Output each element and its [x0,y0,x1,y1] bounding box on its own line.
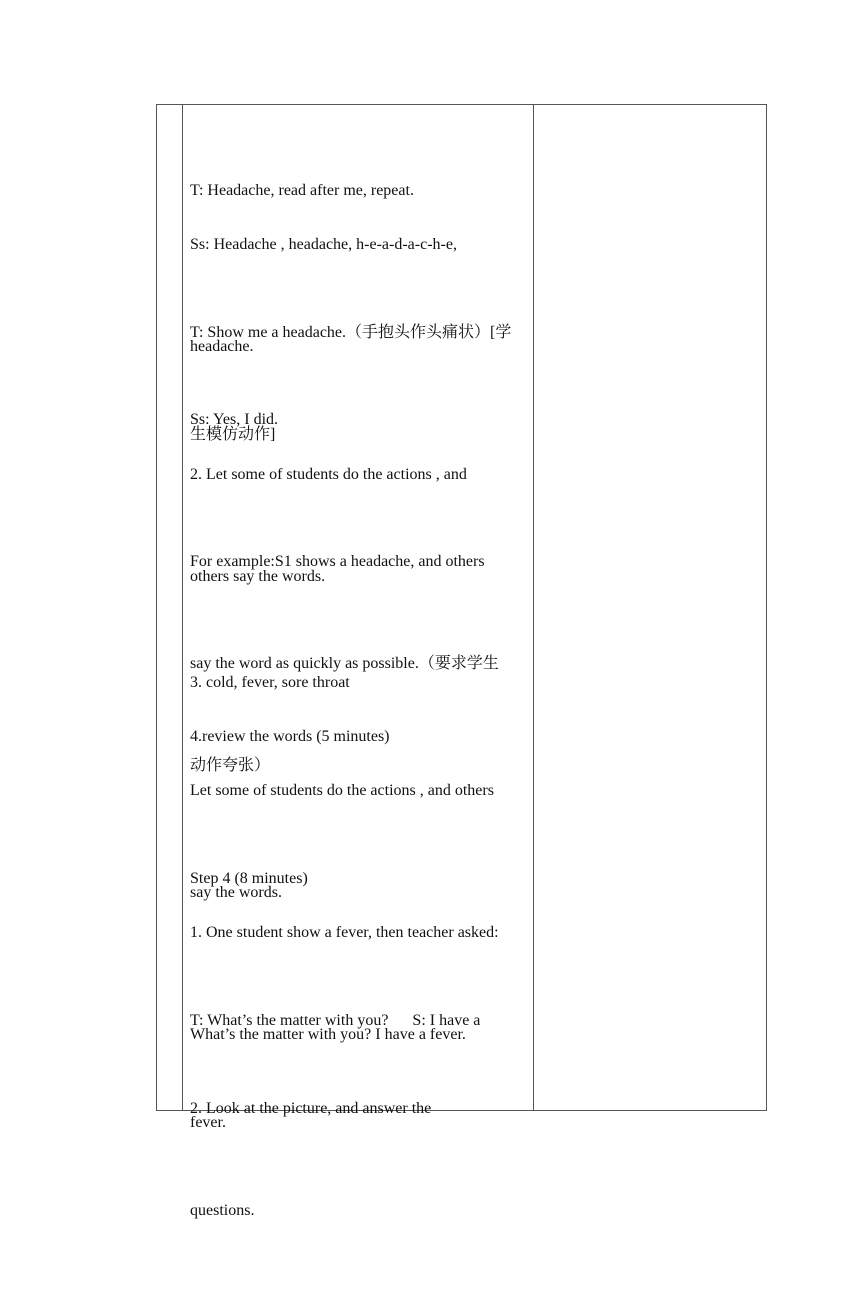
text-line: 2. Let some of students do the actions , and [190,466,467,483]
text-line: questions. [190,1202,255,1219]
text-line: 2. Look at the picture, and answer the [190,1100,432,1117]
text-line: T: Show me a headache.（手抱头作头痛状）[学 [190,324,512,341]
text-line: 生模仿动作] [190,426,276,443]
paragraph [190,1024,530,1296]
text-line: 3. cold, fever, sore throat [190,674,350,691]
text-line: Let some of students do the actions , and others [190,782,494,799]
column-divider-left [182,105,183,1110]
text-line: say the words. [190,884,282,901]
text-line: T: What’s the matter with you? S: I have a [190,1012,481,1029]
column-divider-right [533,105,534,1110]
text-line: Ss: Headache , headache, h-e-a-d-a-c-h-e, [190,236,457,253]
text-line: T: Headache, read after me, repeat. [190,182,414,199]
text-line: others say the words. [190,568,326,585]
text-line: For example:S1 shows a headache, and others [190,553,485,570]
text-line: 1. One student show a fever, then teacher asked: [190,924,499,941]
text-line: 动作夸张） [190,757,271,774]
text-line: fever. [190,1114,226,1131]
text-line: 4.review the words (5 minutes) [190,728,390,745]
text-line: What’s the matter with you? I have a fever. [190,1026,466,1043]
text-line: Ss: Yes, I did. [190,411,279,428]
text-line: Step 4 (8 minutes) [190,870,308,887]
text-line: say the word as quickly as possible.（要求学生 [190,655,499,672]
text-line: headache. [190,338,254,355]
